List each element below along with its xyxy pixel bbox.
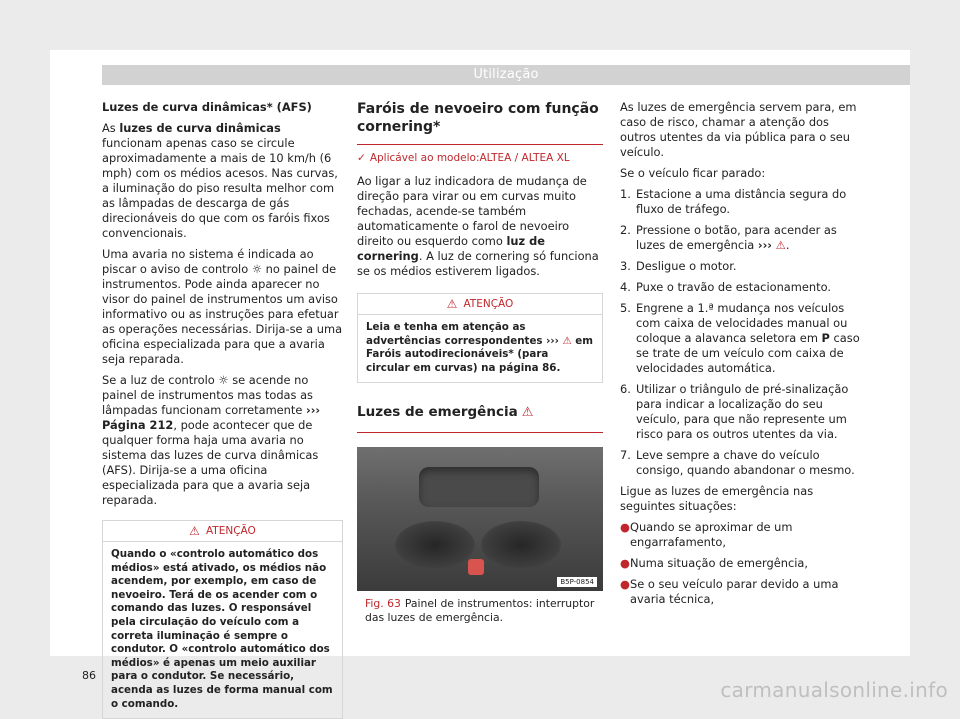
warning-triangle-icon: ⚠	[562, 334, 572, 347]
emergency-title	[357, 405, 603, 420]
emergency-intro: As luzes de emergência servem para, em caso de risco, chamar a atenção dos outros utentes da via pública para o seu veículo.	[620, 100, 857, 159]
list-item: 1. Estacione a uma distância segura do fluxo de tráfego.	[620, 187, 847, 216]
list-item: ● Numa situação de emergência,	[620, 556, 808, 570]
list-item: 7. Leve sempre a chave do veículo consigo, quando abandonar o mesmo.	[620, 448, 855, 477]
text: Quando se aproximar de um engarrafamento,	[630, 520, 793, 549]
title-rule	[357, 144, 603, 145]
list-item: 3. Desligue o motor.	[620, 259, 737, 273]
warning-header	[103, 521, 342, 542]
text: , pode acontecer que de qualquer forma haja uma avaria no sistema das luzes de curva dinâmicas (AFS). Dirija-se a uma oficina especializada para que a avaria seja reparada.	[102, 418, 319, 507]
bold-term: luzes de curva dinâmicas	[119, 121, 281, 135]
column-1	[102, 100, 343, 719]
reference-arrows: ›››	[757, 238, 772, 252]
figure-63-photo	[357, 447, 603, 591]
section-header: Utilização	[102, 65, 910, 85]
text: no painel de instrumentos. Pode ainda aparecer no visor do painel de instrumentos um aviso informativo ou as instruções para efetuar as operações necessárias. Dirija-se a uma oficina especializada para que a avaria seja reparada.	[102, 262, 343, 366]
list-item: 4. Puxe o travão de estacionamento.	[620, 280, 831, 294]
applicability-note	[357, 151, 603, 166]
figure-caption	[365, 597, 595, 625]
text: Numa situação de emergência,	[630, 556, 808, 570]
warning-triangle-icon: ⚠	[775, 238, 786, 252]
text: Leve sempre a chave do veículo consigo, quando abandonar o mesmo.	[636, 448, 855, 477]
text: As	[102, 121, 120, 135]
text: se acende no painel de instrumentos mas todas as lâmpadas funcionam corretamente	[102, 373, 313, 417]
warning-triangle-icon: ⚠	[189, 523, 200, 538]
warning-title: ATENÇÃO	[205, 524, 256, 537]
afs-lamp-icon: ☼	[251, 262, 263, 276]
cornering-paragraph	[357, 174, 603, 279]
warning-triangle-icon: ⚠	[521, 405, 534, 421]
afs-paragraph-1	[102, 121, 343, 241]
text: Painel de instrumentos: interruptor das luzes de emergência.	[365, 597, 595, 625]
gear-position: P	[821, 331, 830, 345]
watermark: carmanualsonline.info	[720, 678, 948, 702]
check-icon: ✓	[357, 152, 366, 164]
page-reference-link[interactable]: ››› Página 212	[102, 403, 321, 432]
afs-heading: Luzes de curva dinâmicas* (AFS)	[102, 100, 312, 114]
text: . A luz de cornering só funciona se os médios estiverem ligados.	[357, 249, 599, 278]
text: em Faróis autodirecionáveis* (para circular em curvas) na página 86.	[366, 334, 594, 374]
warning-text: Quando o «controlo automático dos médios» está ativado, os médios não acendem, por exemplo, em caso de nevoeiro. Terá de os acender com o comando das luzes. O responsável pela circulação do veículo com a correta iluminação é sempre o condutor. O «controlo automático dos médios» é apenas um meio auxiliar para o condutor. Se necessário, acenda as luzes de forma manual com o comando.	[111, 548, 333, 710]
text: Pressione o botão, para acender as luzes de emergência	[636, 223, 837, 252]
warning-title: ATENÇÃO	[463, 297, 514, 310]
warning-triangle-icon: ⚠	[446, 296, 458, 311]
cornering-title: Faróis de nevoeiro com função cornering*	[357, 101, 599, 135]
figure-code: B5P-0854	[557, 577, 597, 587]
text: Aplicável ao modelo:ALTEA / ALTEA XL	[369, 152, 570, 164]
text: Utilizar o triângulo de pré-sinalização para indicar a localização do seu veículo, para que não represente um risco para os outros utentes da via.	[636, 382, 849, 441]
text: Estacione a uma distância segura do fluxo de tráfego.	[636, 187, 847, 216]
column-2	[357, 100, 603, 625]
situations-list	[620, 520, 860, 607]
afs-lamp-icon: ☼	[218, 373, 229, 387]
cup-holder-right	[481, 521, 561, 569]
stopped-heading: Se o veículo ficar parado:	[620, 166, 766, 180]
warning-text	[358, 315, 602, 382]
text: Leia e tenha em atenção as advertências correspondentes ›››	[366, 321, 563, 347]
steps-list	[620, 187, 860, 478]
afs-paragraph-3	[102, 373, 343, 508]
text: Se a luz de controlo	[102, 373, 219, 387]
list-item: 2. Pressione o botão, para acender as luzes de emergência ››› ⚠.	[620, 223, 837, 252]
text: Uma avaria no sistema é indicada ao piscar o aviso de controlo	[102, 247, 314, 276]
cup-holder-left	[395, 521, 475, 569]
console-tray	[419, 467, 539, 507]
text: Luzes de emergência	[357, 404, 518, 421]
warning-header	[358, 294, 602, 315]
text: funcionam apenas caso se circule aproximadamente a mais de 10 km/h (6 mph) com os médios acesos. Nas curvas, a iluminação do piso resulta melhor com as lâmpadas de descarga de gás direcionáveis do que com os faróis fixos convencionais.	[102, 136, 338, 240]
warning-box	[102, 520, 343, 719]
afs-paragraph-2	[102, 247, 343, 367]
hazard-switch	[468, 559, 484, 575]
bold-term: luz de cornering	[357, 234, 545, 263]
title-rule	[357, 432, 603, 433]
text: caso se trate de um veículo com caixa de velocidades automática.	[636, 331, 860, 375]
text: Se o seu veículo parar devido a uma avaria técnica,	[630, 577, 839, 606]
list-item: 6. Utilizar o triângulo de pré-sinalização para indicar a localização do seu veículo, para que não represente um risco para os outros utentes da via.	[620, 382, 849, 441]
text: Ao ligar a luz indicadora de mudança de direção para virar ou em curvas muito fechadas, acende-se também automaticamente o farol de nevoeiro direito ou esquerdo como	[357, 174, 587, 248]
list-item: ● Se o seu veículo parar devido a uma avaria técnica,	[620, 577, 839, 606]
text: Desligue o motor.	[636, 259, 737, 273]
situations-heading: Ligue as luzes de emergência nas seguintes situações:	[620, 484, 814, 513]
text: Puxe o travão de estacionamento.	[636, 280, 831, 294]
warning-box	[357, 293, 603, 383]
column-3	[620, 100, 860, 613]
figure-label: Fig. 63	[365, 597, 401, 611]
list-item: ● Quando se aproximar de um engarrafamento,	[620, 520, 793, 549]
page-number: 86	[82, 669, 96, 682]
list-item: 5. Engrene a 1.ª mudança nos veículos com caixa de velocidades manual ou coloque a alavanca seletora em P caso se trate de um veículo com caixa de velocidades automática.	[620, 301, 860, 375]
text: Engrene a 1.ª mudança nos veículos com caixa de velocidades manual ou coloque a alavanca seletora em	[636, 301, 848, 345]
